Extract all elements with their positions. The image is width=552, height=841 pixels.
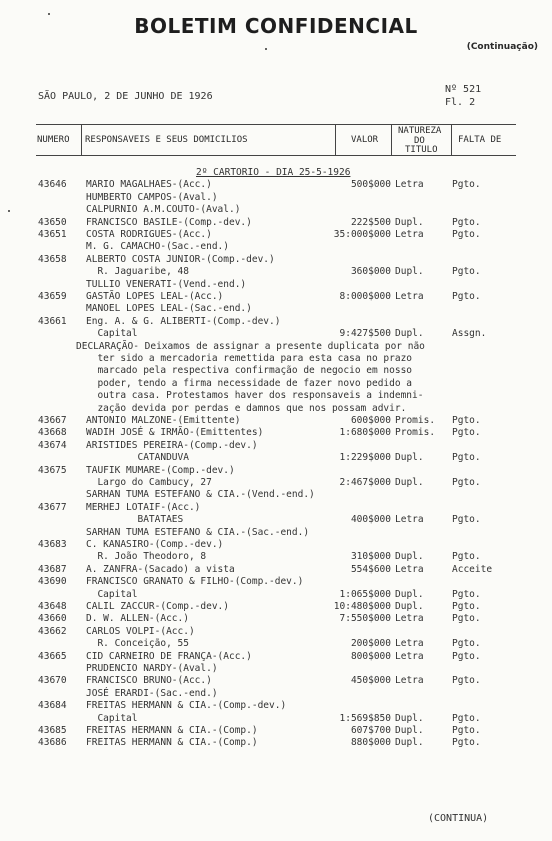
row-number: 43651 [38, 229, 67, 240]
row-falta: Assgn. [452, 328, 487, 339]
row-responsavel: ALBERTO COSTA JUNIOR-(Comp.-dev.) [86, 254, 275, 265]
row-nature: Letra [395, 613, 424, 624]
row-nature: Promis. [395, 427, 436, 438]
stray-mark [48, 13, 50, 15]
table-header [36, 124, 516, 156]
row-responsavel: R. Jaguaribe, 48 [86, 266, 189, 277]
row-responsavel: TULLIO VENERATI-(Vend.-end.) [86, 279, 247, 290]
table-row [0, 489, 552, 500]
table-row [0, 241, 552, 252]
row-value: 400$000 [350, 514, 391, 525]
row-number: 43670 [38, 675, 67, 686]
row-falta: Pgto. [452, 477, 481, 488]
row-number: 43662 [38, 626, 67, 637]
row-value: 554$600 [350, 564, 391, 575]
row-responsavel: HUMBERTO CAMPOS-(Aval.) [86, 192, 218, 203]
stray-mark [265, 48, 267, 50]
row-falta: Pgto. [452, 551, 481, 562]
header-natureza [392, 125, 452, 155]
row-responsavel: FRANCISCO BASILE-(Comp.-dev.) [86, 217, 252, 228]
table-row [0, 341, 552, 352]
row-nature: Dupl. [395, 217, 424, 228]
table-row [0, 539, 552, 550]
row-responsavel: JOSÉ ERARDI-(Sac.-end.) [86, 688, 218, 699]
row-responsavel: R. Conceição, 55 [86, 638, 189, 649]
continuation-label: (Continuação) [466, 42, 538, 52]
table-row [0, 217, 552, 228]
date-line: SÃO PAULO, 2 DE JUNHO DE 1926 [38, 91, 213, 102]
row-responsavel: zação devida por perdas e damnos que nos possam advir. [86, 403, 407, 414]
table-row [0, 564, 552, 575]
row-responsavel: Largo do Cambucy, 27 [86, 477, 212, 488]
row-falta: Pgto. [452, 737, 481, 748]
table-row [0, 440, 552, 451]
table-row [0, 713, 552, 724]
row-value: 200$000 [350, 638, 391, 649]
header-natureza-line2: DO [414, 136, 425, 146]
row-responsavel: ARISTIDES PEREIRA-(Comp.-dev.) [86, 440, 258, 451]
table-row [0, 316, 552, 327]
row-responsavel: FREITAS HERMANN & CIA.-(Comp.) [86, 737, 258, 748]
table-row [0, 638, 552, 649]
table-row [0, 390, 552, 401]
row-value: 9:427$500 [339, 328, 391, 339]
row-responsavel: WADIH JOSÉ & IRMÃO-(Emittentes) [86, 427, 264, 438]
header-valor-label: VALOR [351, 135, 379, 145]
row-value: 500$000 [350, 179, 391, 190]
row-value: 10:480$000 [333, 601, 391, 612]
row-responsavel: CARLOS VOLPI-(Acc.) [86, 626, 195, 637]
row-responsavel: MERHEJ LOTAIF-(Acc.) [86, 502, 201, 513]
row-number: 43659 [38, 291, 67, 302]
row-responsavel: ter sido a mercadoria remettida para esta casa no prazo [86, 353, 413, 364]
table-row [0, 737, 552, 748]
table-row [0, 626, 552, 637]
row-falta: Pgto. [452, 179, 481, 190]
row-falta: Pgto. [452, 452, 481, 463]
row-value: 600$000 [350, 415, 391, 426]
row-value: 607$700 [350, 725, 391, 736]
table-row [0, 365, 552, 376]
row-number: 43683 [38, 539, 67, 550]
row-nature: Dupl. [395, 477, 424, 488]
row-falta: Pgto. [452, 713, 481, 724]
row-responsavel: ANTONIO MALZONE-(Emittente) [86, 415, 241, 426]
row-responsavel: FRANCISCO BRUNO-(Acc.) [86, 675, 212, 686]
header-natureza-line1: NATUREZA [398, 126, 442, 136]
row-number: 43686 [38, 737, 67, 748]
table-row [0, 589, 552, 600]
row-responsavel: R. João Theodoro, 8 [86, 551, 207, 562]
row-value: 880$000 [350, 737, 391, 748]
row-nature: Letra [395, 675, 424, 686]
row-responsavel: D. W. ALLEN-(Acc.) [86, 613, 189, 624]
row-nature: Dupl. [395, 328, 424, 339]
row-responsavel: Capital [86, 713, 138, 724]
table-row [0, 179, 552, 190]
row-responsavel: M. G. CAMACHO-(Sac.-end.) [86, 241, 229, 252]
header-falta-label: FALTA DE [458, 135, 502, 145]
row-value: 35:000$000 [333, 229, 391, 240]
row-number: 43687 [38, 564, 67, 575]
table-row [0, 266, 552, 277]
row-responsavel: A. ZANFRA-(Sacado) a vista [86, 564, 235, 575]
table-row [0, 254, 552, 265]
table-row [0, 167, 552, 178]
row-number: 43648 [38, 601, 67, 612]
row-value: 7:550$000 [339, 613, 391, 624]
table-row [0, 576, 552, 587]
table-row [0, 688, 552, 699]
row-value: 2:467$000 [339, 477, 391, 488]
row-value: 1:680$000 [339, 427, 391, 438]
row-responsavel: outra casa. Protestamos haver dos responsaveis a indemni- [86, 390, 424, 401]
table-row [0, 514, 552, 525]
row-nature: Letra [395, 514, 424, 525]
row-falta: Pgto. [452, 589, 481, 600]
table-row [0, 303, 552, 314]
row-number: 43684 [38, 700, 67, 711]
header-valor [336, 125, 392, 155]
row-falta: Pgto. [452, 415, 481, 426]
table-row [0, 403, 552, 414]
row-number: 43650 [38, 217, 67, 228]
row-falta: Pgto. [452, 217, 481, 228]
row-nature: Letra [395, 638, 424, 649]
table-row [0, 527, 552, 538]
table-row [0, 465, 552, 476]
row-value: 360$000 [350, 266, 391, 277]
row-value: 222$500 [350, 217, 391, 228]
row-responsavel: CALIL ZACCUR-(Comp.-dev.) [86, 601, 229, 612]
table-row [0, 192, 552, 203]
row-responsavel: C. KANASIRO-(Comp.-dev.) [86, 539, 224, 550]
row-falta: Pgto. [452, 638, 481, 649]
table-row [0, 725, 552, 736]
row-falta: Pgto. [452, 229, 481, 240]
row-responsavel: Capital [86, 589, 138, 600]
row-responsavel: FRANCISCO GRANATO & FILHO-(Comp.-dev.) [86, 576, 304, 587]
row-responsavel: marcado pela respectiva confirmação de negocio em nosso [86, 365, 413, 376]
table-row [0, 551, 552, 562]
row-responsavel: COSTA RODRIGUES-(Acc.) [86, 229, 212, 240]
row-value: 1:569$850 [339, 713, 391, 724]
row-value: 310$000 [350, 551, 391, 562]
row-number: 43685 [38, 725, 67, 736]
row-nature: Dupl. [395, 601, 424, 612]
row-nature: Promis. [395, 415, 436, 426]
table-row [0, 613, 552, 624]
stray-mark [8, 210, 10, 212]
row-nature: Dupl. [395, 725, 424, 736]
row-responsavel: Eng. A. & G. ALIBERTI-(Comp.-dev.) [86, 316, 281, 327]
row-falta: Pgto. [452, 427, 481, 438]
row-responsavel: CALPURNIO A.M.COUTO-(Aval.) [86, 204, 241, 215]
row-number: 43667 [38, 415, 67, 426]
header-numero [36, 125, 82, 155]
row-responsavel: MARIO MAGALHAES-(Acc.) [86, 179, 212, 190]
row-responsavel: CATANDUVA [86, 452, 189, 463]
row-responsavel: PRUDENCIO NARDY-(Aval.) [86, 663, 218, 674]
row-number: 43690 [38, 576, 67, 587]
row-number: 43677 [38, 502, 67, 513]
row-falta: Pgto. [452, 266, 481, 277]
row-number: 43658 [38, 254, 67, 265]
header-natureza-line3: TITULO [405, 145, 438, 155]
row-falta: Pgto. [452, 601, 481, 612]
row-number: 43661 [38, 316, 67, 327]
table-row [0, 675, 552, 686]
table-row [0, 291, 552, 302]
table-row [0, 378, 552, 389]
row-responsavel: GASTÃO LOPES LEAL-(Acc.) [86, 291, 224, 302]
row-value: 1:229$000 [339, 452, 391, 463]
table-row [0, 415, 552, 426]
sheet-number: Fl. 2 [445, 97, 476, 108]
row-value: 800$000 [350, 651, 391, 662]
table-row [0, 328, 552, 339]
row-responsavel: FREITAS HERMANN & CIA.-(Comp.) [86, 725, 258, 736]
row-falta: Pgto. [452, 725, 481, 736]
table-row [0, 427, 552, 438]
row-falta: Acceite [452, 564, 493, 575]
document-title: BOLETIM CONFIDENCIAL [134, 14, 418, 38]
row-responsavel: 2º CARTORIO - DIA 25-5-1926 [196, 167, 351, 178]
row-responsavel: FREITAS HERMANN & CIA.-(Comp.-dev.) [86, 700, 287, 711]
row-nature: Letra [395, 229, 424, 240]
row-responsavel: CID CARNEIRO DE FRANÇA-(Acc.) [86, 651, 252, 662]
header-responsaveis [82, 125, 336, 155]
row-responsavel: Capital [86, 328, 138, 339]
row-nature: Dupl. [395, 266, 424, 277]
row-value: 1:065$000 [339, 589, 391, 600]
row-falta: Pgto. [452, 613, 481, 624]
row-number: 43646 [38, 179, 67, 190]
table-row [0, 229, 552, 240]
table-row [0, 601, 552, 612]
header-responsaveis-label: RESPONSAVEIS E SEUS DOMICILIOS [85, 135, 248, 145]
table-row [0, 700, 552, 711]
row-value: 450$000 [350, 675, 391, 686]
table-row [0, 204, 552, 215]
row-responsavel: poder, tendo a firma necessidade de fazer novo pedido a [86, 378, 413, 389]
row-responsavel: SARHAN TUMA ESTEFANO & CIA.-(Vend.-end.) [86, 489, 315, 500]
row-nature: Letra [395, 291, 424, 302]
table-row [0, 651, 552, 662]
row-falta: Pgto. [452, 675, 481, 686]
row-falta: Pgto. [452, 651, 481, 662]
row-nature: Letra [395, 651, 424, 662]
table-row [0, 279, 552, 290]
row-responsavel: TAUFIK MUMARE-(Comp.-dev.) [86, 465, 235, 476]
table-row [0, 353, 552, 364]
row-responsavel: MANOEL LOPES LEAL-(Sac.-end.) [86, 303, 252, 314]
row-nature: Dupl. [395, 452, 424, 463]
header-falta [452, 125, 516, 155]
row-responsavel: SARHAN TUMA ESTEFANO & CIA.-(Sac.-end.) [86, 527, 310, 538]
row-nature: Letra [395, 564, 424, 575]
table-row [0, 663, 552, 674]
row-nature: Letra [395, 179, 424, 190]
bulletin-number: Nº 521 [445, 84, 482, 95]
table-row [0, 477, 552, 488]
row-number: 43674 [38, 440, 67, 451]
row-responsavel: DECLARAÇÃO- Deixamos de assignar a presente duplicata por não [76, 341, 425, 352]
table-row [0, 452, 552, 463]
row-nature: Dupl. [395, 713, 424, 724]
row-number: 43665 [38, 651, 67, 662]
row-responsavel: BATATAES [86, 514, 184, 525]
row-value: 8:000$000 [339, 291, 391, 302]
table-row [0, 502, 552, 513]
row-number: 43660 [38, 613, 67, 624]
row-number: 43668 [38, 427, 67, 438]
row-falta: Pgto. [452, 291, 481, 302]
row-number: 43675 [38, 465, 67, 476]
row-nature: Dupl. [395, 589, 424, 600]
row-nature: Dupl. [395, 737, 424, 748]
continua-label: (CONTINUA) [428, 813, 489, 824]
row-falta: Pgto. [452, 514, 481, 525]
header-numero-label: NUMERO [37, 135, 70, 145]
row-nature: Dupl. [395, 551, 424, 562]
